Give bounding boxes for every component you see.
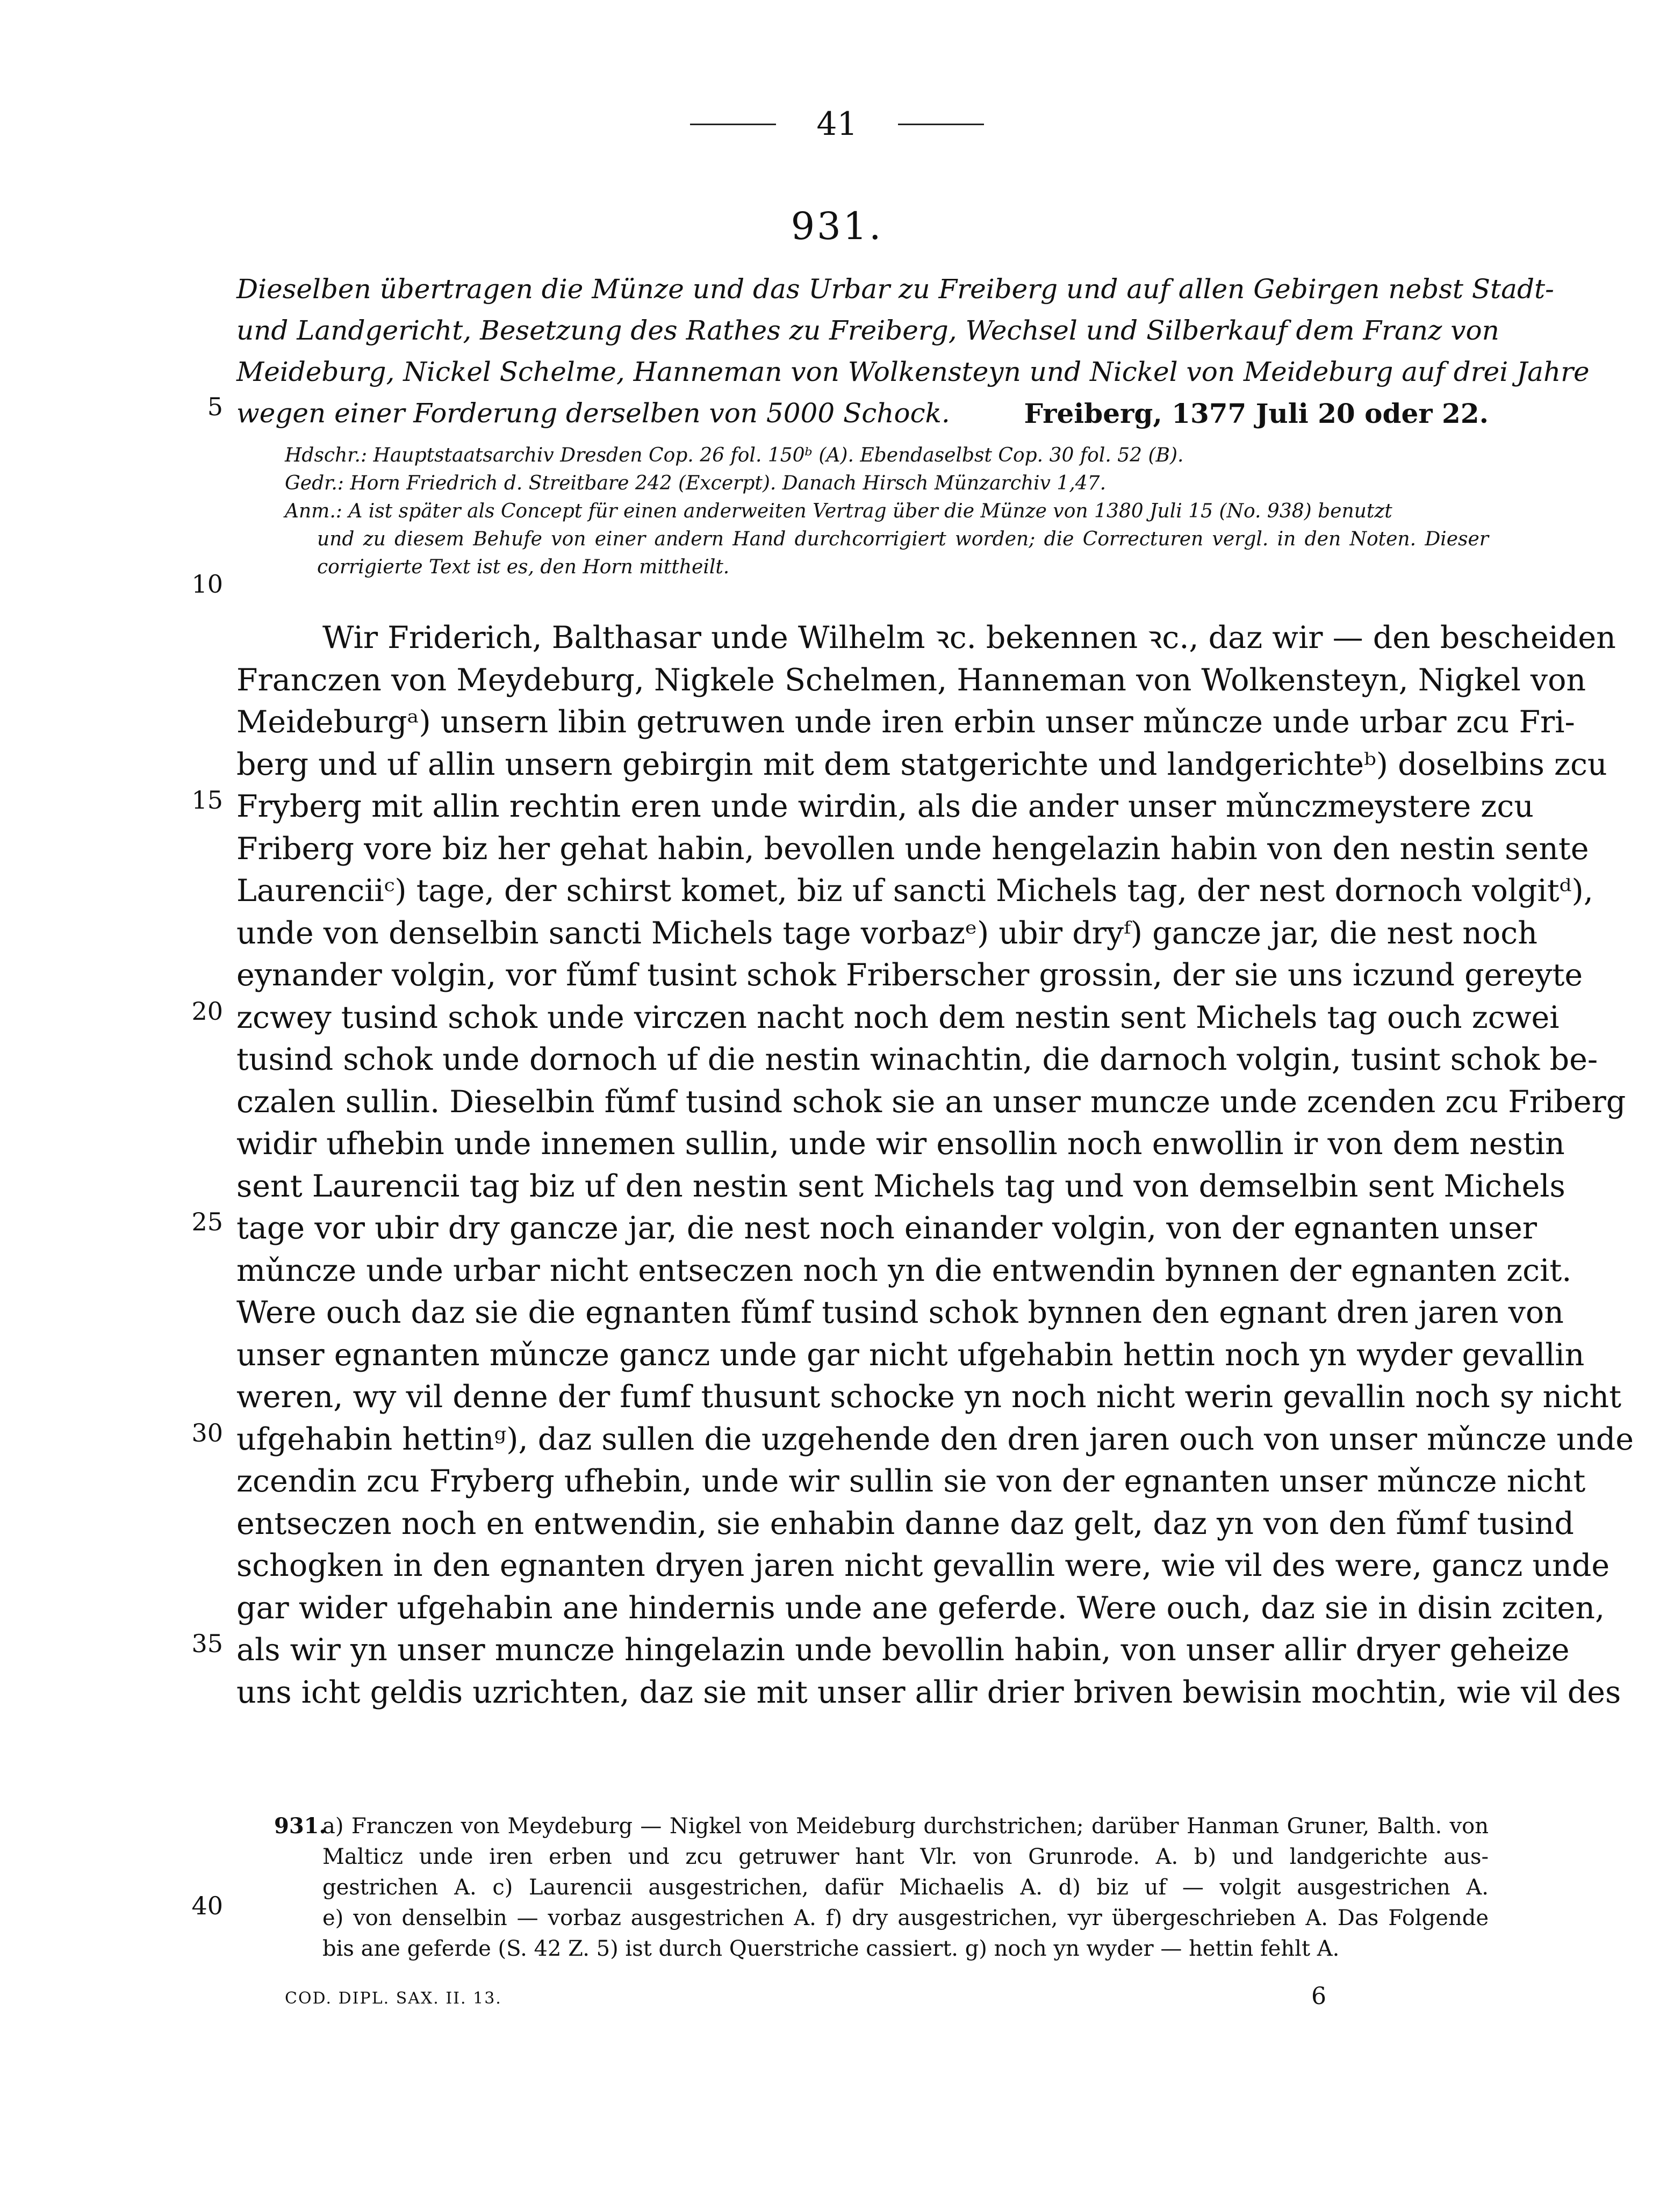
regest — [236, 269, 1590, 434]
text-line: ufgehabin hettinᵍ), daz sullen die uzgehende den dren jaren ouch von unser mǔncze unde — [236, 1421, 1634, 1457]
regest-line: und Landgericht, Besetzung des Rathes zu Freiberg, Wechsel und Silberkauf dem Franz von — [236, 315, 1499, 346]
text-line: Friberg vore biz her gehat habin, bevollen unde hengelazin habin von den nestin sente — [236, 831, 1589, 867]
footnote-line: bis ane geferde (S. 42 Z. 5) ist durch Querstriche cassiert. g) noch yn wyder — hettin fehlt A. — [322, 1936, 1340, 1961]
text-line: sent Laurencii tag biz uf den nestin sent Michels tag und von demselbin sent Michels — [236, 1168, 1565, 1204]
text-line: entseczen noch en entwendin, sie enhabin danne daz gelt, daz yn von den fǔmf tusind — [236, 1505, 1574, 1541]
text-line: eynander volgin, vor fǔmf tusint schok Friberscher grossin, der sie uns iczund gereyte — [236, 957, 1583, 993]
note-printed: Gedr.: Horn Friedrich d. Streitbare 242 (Excerpt). Danach Hirsch Münzarchiv 1,47. — [285, 472, 1107, 494]
text-line: uns icht geldis uzrichten, daz sie mit unser allir drier briven bewisin mochtin, wie vil des — [236, 1674, 1621, 1710]
note-annotation-cont: und zu diesem Behufe von einer andern Hand durchcorrigiert worden; die Correcturen vergl. in den Noten. Dieser — [317, 528, 1489, 550]
text-line: Were ouch daz sie die egnanten fǔmf tusind schok bynnen den egnant dren jaren von — [236, 1295, 1564, 1330]
text-line: unser egnanten mǔncze gancz unde gar nicht ufgehabin hettin noch yn wyder gevallin — [236, 1337, 1585, 1373]
text-line: zcendin zcu Fryberg ufhebin, unde wir sullin sie von der egnanten unser mǔncze nicht — [236, 1464, 1586, 1499]
line-number-25: 25 — [191, 1207, 223, 1236]
text-line: als wir yn unser muncze hingelazin unde bevollin habin, von unser allir dryer geheize — [236, 1632, 1570, 1668]
charter-text — [236, 617, 1634, 1713]
footnotes — [274, 1811, 1489, 1964]
text-line: unde von denselbin sancti Michels tage vorbazᵉ) ubir dryᶠ) gancze jar, die nest noch — [236, 915, 1538, 951]
regest-line: Meideburg, Nickel Schelme, Hanneman von Wolkensteyn und Nickel von Meideburg auf drei Jahre — [236, 356, 1590, 387]
signature-mark: COD. DIPL. SAX. II. 13. — [285, 1989, 502, 2008]
note-manuscript: Hdschr.: Hauptstaatsarchiv Dresden Cop. 26 fol. 150ᵇ (A). Ebendaselbst Cop. 30 fol. 52 (B). — [285, 444, 1184, 466]
page-number: 41 — [816, 105, 858, 143]
header-rule-left — [690, 124, 776, 125]
line-number-20: 20 — [191, 997, 223, 1026]
line-number-40: 40 — [191, 1891, 223, 1920]
dateline: Freiberg, 1377 Juli 20 oder 22. — [1024, 398, 1489, 429]
regest-line: wegen einer Forderung derselben von 5000 Schock. — [236, 398, 950, 429]
note-annotation-cont: corrigierte Text ist es, den Horn mittheilt. — [317, 556, 730, 578]
text-line: Wir Friderich, Balthasar unde Wilhelm ꝛc. bekennen ꝛc., daz wir — den bescheiden — [322, 620, 1616, 655]
line-number-5: 5 — [207, 392, 223, 421]
text-line: Fryberg mit allin rechtin eren unde wirdin, als die ander unser mǔnczmeystere zcu — [236, 789, 1534, 824]
footnote-line: e) von denselbin — vorbaz ausgestrichen A. f) dry ausgestrichen, vyr übergeschrieben A. Das Folgende — [322, 1906, 1489, 1930]
footnote-line: gestrichen A. c) Laurencii ausgestrichen, dafür Michaelis A. d) biz uf — volgit ausgestrichen A. — [322, 1875, 1489, 1900]
text-line: berg und uf allin unsern gebirgin mit dem statgerichte und landgerichteᵇ) doselbins zcu — [236, 746, 1607, 782]
footnote-number: 931. — [274, 1813, 327, 1839]
text-line: tusind schok unde dornoch uf die nestin winachtin, die darnoch volgin, tusint schok be- — [236, 1042, 1598, 1077]
page-header — [0, 105, 1674, 143]
text-line: tage vor ubir dry gancze jar, die nest noch einander volgin, von der egnanten unser — [236, 1211, 1537, 1246]
note-annotation: Anm.: A ist später als Concept für einen anderweiten Vertrag über die Münze von 1380 Juli 15 (No. 938) benutzt — [285, 500, 1392, 522]
text-line: mǔncze unde urbar nicht entseczen noch yn die entwendin bynnen der egnanten zcit. — [236, 1252, 1572, 1288]
text-line: weren, wy vil denne der fumf thusunt schocke yn noch nicht werin gevallin noch sy nicht — [236, 1379, 1622, 1415]
footnote-line: Malticz unde iren erben und zcu getruwer hant Vlr. von Grunrode. A. b) und landgerichte aus- — [322, 1844, 1489, 1869]
text-line: schogken in den egnanten dryen jaren nicht gevallin were, wie vil des were, gancz unde — [236, 1548, 1610, 1583]
text-line: Franczen von Meydeburg, Nigkele Schelmen, Hanneman von Wolkensteyn, Nigkel von — [236, 662, 1586, 698]
document-number: 931. — [791, 204, 883, 248]
text-line: czalen sullin. Dieselbin fǔmf tusind schok sie an unser muncze unde zcenden zcu Friberg — [236, 1084, 1626, 1120]
text-line: zcwey tusind schok unde virczen nacht noch dem nestin sent Michels tag ouch zcwei — [236, 999, 1560, 1035]
sheet-signature: 6 — [1311, 1983, 1326, 2010]
line-number-35: 35 — [191, 1629, 223, 1658]
line-number-10: 10 — [191, 570, 223, 599]
source-notes — [285, 442, 1489, 581]
regest-line: Dieselben übertragen die Münze und das Urbar zu Freiberg und auf allen Gebirgen nebst Stadt- — [236, 273, 1554, 305]
footnote-line: 931.a) Franczen von Meydeburg — Nigkel von Meideburg durchstrichen; darüber Hanman Gruner, Balth. von — [322, 1811, 1489, 1842]
text-line: Meideburgᵃ) unsern libin getruwen unde iren erbin unser mǔncze unde urbar zcu Fri- — [236, 704, 1575, 740]
line-number-15: 15 — [191, 786, 223, 815]
text-line: gar wider ufgehabin ane hindernis unde ane geferde. Were ouch, daz sie in disin zciten, — [236, 1590, 1605, 1626]
text-line: widir ufhebin unde innemen sullin, unde wir ensollin noch enwollin ir von dem nestin — [236, 1126, 1565, 1162]
line-number-30: 30 — [191, 1418, 223, 1447]
header-rule-right — [898, 124, 984, 125]
regest-line-last — [236, 393, 1489, 434]
text-line: Laurenciiᶜ) tage, der schirst komet, biz uf sancti Michels tag, der nest dornoch volgitᵈ), — [236, 873, 1593, 909]
